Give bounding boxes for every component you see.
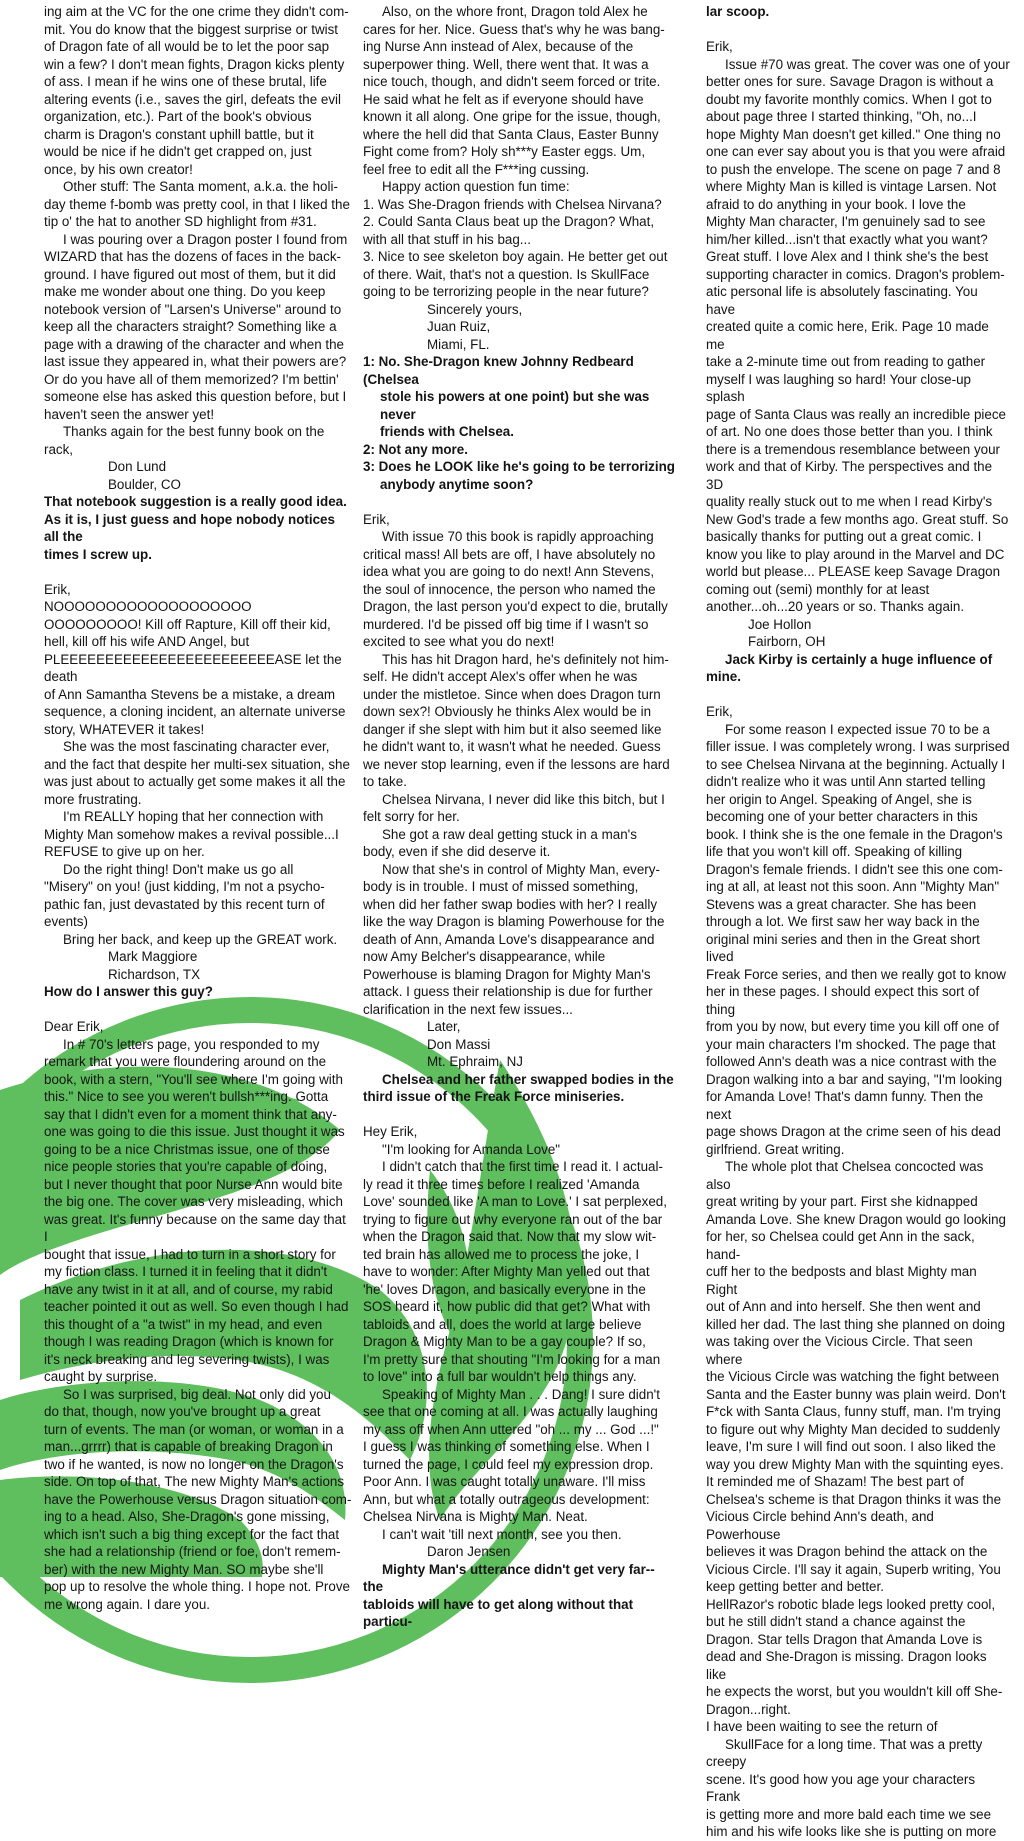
text-line: Stevens was a great character. She has been [706, 896, 977, 912]
text-line: NOOOOOOOOOOOOOOOOOOO [44, 599, 252, 614]
text-line: to take. [363, 774, 407, 789]
text-line: With issue 70 this book is rapidly approaching [382, 529, 654, 544]
text-line: nice touch, though, and didn't seem forced or trite. [363, 74, 661, 89]
text-line: page shows Dragon at the crime seen of his dead [706, 1124, 1001, 1139]
text-line: more frustrating. [44, 791, 142, 807]
text-line: she had a relationship (friend or foe, don't remem- [44, 1544, 341, 1559]
text-line: for her, so Chelsea could get Ann in the sack, hand- [706, 1229, 975, 1262]
question-item: 1. Was She-Dragon friends with Chelsea Nirvana? [363, 196, 662, 212]
text-line: book. I think she is the one female in the Dragon's [706, 826, 1003, 842]
signature-closing: Sincerely yours, [427, 301, 523, 317]
text-line: SOS heard it, how public did that get? What with [363, 1299, 651, 1314]
text-line: I didn't catch that the first time I read it. I actual- [382, 1159, 663, 1174]
text-line: side. On top of that, The new Mighty Man's actions [44, 1474, 345, 1489]
text-line: PLEEEEEEEEEEEEEEEEEEEEEEEEASE let the death [44, 651, 342, 684]
text-line: body, even if she did deserve it. [363, 844, 551, 859]
text-line: would be nice if he didn't get crapped on, just [44, 144, 312, 159]
text-line: to push the envelope. The scene on page 7 and 8 [706, 161, 1001, 177]
text-line: of art. No one does those better than you. I think [706, 424, 993, 439]
text-line: the soul of innocence, the person who named the [363, 581, 656, 597]
text-line: attack. I guess their relationship is due for further [363, 984, 653, 999]
signature-location: Mt. Ephraim, NJ [427, 1054, 523, 1069]
text-line: of ass. I mean if he wins one of these brutal, life [44, 74, 327, 89]
text-line: felt sorry for her. [363, 809, 460, 824]
text-line: was just about to actually get some makes it all the [44, 774, 346, 789]
text-line: world but please... PLEASE keep Savage Dragon [706, 564, 1001, 579]
editor-reply: 2: Not any more. [363, 441, 468, 457]
text-line: but I never thought that poor Nurse Ann would bite [44, 1176, 343, 1192]
text-line: original mini series and then in the Great short lived [706, 931, 980, 964]
text-line: haven't seen the answer yet! [44, 406, 215, 422]
text-line: girlfriend. Great writing. [706, 1141, 845, 1157]
letters-column-1 [44, 3, 353, 1612]
text-line: followed Ann's death was a nice contrast with the [706, 1054, 997, 1069]
text-line: know you like to play around in the Marvel and DC [706, 546, 1005, 562]
text-line: once, by his own creator! [44, 161, 193, 177]
text-line: which isn't such a big thing except for the fact that [44, 1526, 340, 1542]
text-line: Powerhouse is blaming Dragon for Mighty Man's [363, 966, 651, 982]
text-line: In # 70's letters page, you responded to my [63, 1036, 320, 1052]
text-line: SkullFace for a long time. That was a pretty creepy [706, 1736, 983, 1769]
text-line: Mighty Man somehow makes a revival possible...I [44, 826, 339, 842]
text-line: one was going to die this issue. Just thought it was [44, 1124, 345, 1139]
text-line: supporting character in comics. Dragon's problem- [706, 266, 1005, 282]
text-line: make me wonder about one thing. Do you keep [44, 284, 326, 299]
question-item: going to be terrorizing people in the near future? [363, 284, 649, 299]
text-line: murdered. I'd be pissed off big time if I wasn't so [363, 616, 649, 632]
text-line: your main characters I'm shocked. The page that [706, 1036, 996, 1052]
text-line: Do the right thing! Don't make us go all [63, 861, 294, 877]
signature-location: Richardson, TX [108, 966, 201, 982]
text-line: teacher pointed it out as well. So even though I had [44, 1299, 349, 1314]
text-line: created quite a comic here, Erik. Page 10 made me [706, 319, 989, 352]
text-line: Dragon walking into a bar and saying, "I'm looking [706, 1071, 1003, 1087]
signature-name: Joe Hollon [748, 616, 812, 632]
text-line: ground. I have figured out most of them, but it did [44, 266, 336, 282]
text-line: her in these pages. I should expect this sort of thing [706, 984, 980, 1017]
text-line: her origin to Angel. Speaking of Angel, she is [706, 791, 972, 807]
text-line: notebook version of "Larsen's Universe" around to [44, 301, 342, 317]
text-line: charm is Dragon's constant uphill battle, but it [44, 126, 314, 142]
text-line: excited to see what you do next! [363, 634, 555, 649]
text-line: sequence, a cloning incident, an alternate universe [44, 704, 346, 719]
text-line: this." Nice to see you weren't bullsh***ing. Gotta [44, 1089, 329, 1104]
text-line: leave, I'm sure I will find out soon. I also liked the [706, 1439, 996, 1454]
text-line: He said what he felt as if everyone should have [363, 91, 644, 107]
text-line: when did her father swap bodies with her? I really [363, 896, 658, 912]
signature-name: Daron Jensen [427, 1544, 511, 1559]
text-line: to love" into a full bar wouldn't help things any. [363, 1369, 637, 1384]
text-line: nice people stories that you're capable of doing, [44, 1159, 328, 1174]
editor-reply: That notebook suggestion is a really good idea. [44, 494, 347, 509]
text-line: page with a drawing of the character and when the [44, 336, 344, 352]
text-line: Great stuff. I love Alex and I think she's the best [706, 249, 989, 264]
text-line: For some reason I expected issue 70 to be a [725, 721, 990, 737]
text-line: self. He didn't accept Alex's offer when he was [363, 669, 638, 684]
text-line: tip o' the hat to another SD highlight from #31. [44, 214, 317, 229]
text-line: was taking over the Vicious Circle. That seen where [706, 1334, 973, 1367]
text-line: HellRazor's robotic blade legs looked pretty cool, [706, 1596, 996, 1612]
text-line: down sex?! Obviously he thinks Alex would be in [363, 704, 652, 719]
text-line: keep getting better and better. [706, 1579, 884, 1594]
text-line: better ones for sure. Savage Dragon is without a [706, 74, 994, 89]
text-line: Love' sounded like 'A man to Love.' I sat perplexed, [363, 1194, 667, 1209]
text-line: but he still didn't stand a chance against the [706, 1614, 966, 1629]
text-line: say that I didn't even for a moment think that any- [44, 1106, 337, 1122]
text-line: hell, kill off his wife AND Angel, but [44, 634, 250, 649]
text-line: "I'm looking for Amanda Love" [382, 1141, 561, 1157]
text-line: have to wonder: After Mighty Man yelled out that [363, 1264, 650, 1279]
text-line: my ass off when Ann uttered "oh ... my ... God ...!" [363, 1421, 659, 1437]
signature-location: Boulder, CO [108, 476, 181, 492]
text-line: WIZARD that has the dozens of faces in the back- [44, 249, 341, 264]
text-line: coming out (semi) monthly for at least [706, 581, 930, 597]
text-line: Fight come from? Holy sh***y Easter eggs. Um, [363, 144, 646, 159]
text-line: altering events (i.e., saves the girl, defeats the evil [44, 91, 341, 107]
text-line: turn of events. The man (or woman, or woman in a [44, 1421, 344, 1437]
text-line: is getting more and more bald each time we see [706, 1806, 992, 1822]
text-line: Dragon. Star tells Dragon that Amanda Love is [706, 1631, 983, 1647]
text-line: see that one coming at all. I was actually laughing [363, 1404, 658, 1419]
text-line: I can't wait 'till next month, see you then. [382, 1526, 622, 1542]
text-line: great writing by your part. First she kidnapped [706, 1194, 978, 1209]
text-line: was great. It's funny because on the same day that I [44, 1211, 346, 1244]
text-line: when the Dragon said that. Now that my slow wit- [363, 1229, 657, 1244]
text-line: to see Chelsea Nirvana at the beginning. Actually I [706, 756, 1006, 772]
text-line: tabloids and all, does the world at large believe [363, 1316, 642, 1332]
text-line: quality really stuck out to me when I read Kirby's [706, 494, 993, 509]
text-line: me wrong again. I dare you. [44, 1596, 210, 1612]
text-line: have any twist in it at all, and of course, my rabid [44, 1281, 333, 1297]
text-line: This has hit Dragon hard, he's definitely not him- [382, 651, 669, 667]
text-line: critical mass! All bets are off, I have absolutely no [363, 546, 656, 562]
text-line: pop up to resolve the whole thing. I hope not. Prove [44, 1579, 350, 1594]
text-line: Or do you have all of them memorized? I'm bettin' [44, 371, 339, 387]
text-line: the Vicious Circle was watching the fight between [706, 1369, 1000, 1384]
text-line: Dragon...right. [706, 1701, 791, 1717]
text-line: idea what you are going to do next! Ann Stevens, [363, 564, 655, 579]
signature-name: Don Massi [427, 1036, 491, 1052]
text-line: ing at all, at least not this soon. Ann "Mighty Man" [706, 879, 1000, 894]
text-line: F*ck with Santa Claus, funny stuff, man. I'm trying [706, 1404, 1001, 1419]
text-line: Dragon & Mighty Man to be a gay couple? If so, [363, 1334, 646, 1349]
editor-reply: lar scoop. [706, 4, 770, 19]
text-line: Amanda Love. She knew Dragon would go looking [706, 1211, 1006, 1227]
text-line: It reminded me of Shazam! The best part of [706, 1474, 965, 1489]
signature-name: Juan Ruiz, [427, 319, 491, 334]
text-line: win a few? I don't mean fights, Dragon kicks plenty [44, 56, 345, 72]
letters-column-2 [363, 3, 675, 1629]
signature-location: Miami, FL. [427, 336, 490, 352]
text-line: mit. You do know that the biggest surprise or twist [44, 21, 339, 37]
text-line: OOOOOOOOO! Kill off Rapture, Kill off their kid, [44, 616, 331, 632]
text-line: filler issue. I was completely wrong. I was surprised [706, 739, 1010, 754]
text-line: trying to figure out why everyone ran out of the bar [363, 1211, 663, 1227]
text-line: Ann, but what a totally outrageous development: [363, 1491, 650, 1507]
question-item: of there. Wait, that's not a question. Is SkullFace [363, 266, 650, 282]
text-line: life that you won't kill off. Speaking of killing [706, 844, 963, 859]
text-line: Poor Ann. I was caught totally unaware. I'll miss [363, 1474, 646, 1489]
text-line: atic personal life is absolutely fascinating. You have [706, 284, 978, 317]
text-line: dead and She-Dragon is missing. Dragon looks like [706, 1649, 987, 1682]
text-line: Also, on the whore front, Dragon told Alex he [382, 4, 648, 19]
text-line: scene. It's good how you age your characters Frank [706, 1771, 976, 1804]
text-line: ber) with the new Mighty Man. SO maybe she'll [44, 1561, 324, 1577]
text-line: Chelsea's scheme is that Dragon thinks it was the [706, 1491, 1002, 1507]
text-line: clarification in the next few issues... [363, 1001, 573, 1017]
text-line: body is in trouble. I must of missed something, [363, 879, 639, 894]
text-line: keep all the characters straight? Something like a [44, 319, 337, 334]
text-line: him and his wife looks like she is putting on more [706, 1824, 997, 1839]
text-line: where the hell did that Santa Claus, Easter Bunny [363, 126, 659, 142]
text-line: pathic fan, just devastated by this recent turn of [44, 896, 325, 912]
text-line: way you drew Mighty Man with the squinting eyes. [706, 1456, 1004, 1472]
signature-name: Mark Maggiore [108, 949, 198, 964]
text-line: bought that issue, I had to turn in a short story for [44, 1246, 336, 1262]
editor-reply: third issue of the Freak Force miniseries. [363, 1089, 625, 1104]
text-line: events) [44, 914, 88, 929]
letter-salutation: Erik, [44, 581, 71, 597]
text-line: afraid to do anything in your book. I love the [706, 196, 966, 212]
text-line: book, with a stern, "You'll see where I'm going with [44, 1071, 343, 1087]
letter-salutation: Hey Erik, [363, 1124, 418, 1139]
text-line: Speaking of Mighty Man . . . Dang! I sure didn't [382, 1386, 660, 1402]
letter-salutation: Erik, [706, 39, 733, 54]
text-line: him/her killed...isn't that exactly what you want? [706, 231, 988, 247]
text-line: ing to a head. Also, She-Dragon's gone missing, [44, 1509, 330, 1524]
question-item: 3. Nice to see skeleton boy again. He better get out [363, 249, 668, 264]
text-line: someone else has asked this question before, but I [44, 389, 347, 404]
text-line: the big one. The cover was very misleading, which [44, 1194, 343, 1209]
text-line: So I was surprised, big deal. Not only did you [63, 1386, 331, 1402]
text-line: I'm pretty sure that shouting "I'm looking for a man [363, 1351, 661, 1367]
text-line: Happy action question fun time: [382, 179, 570, 194]
text-line: now Amy Belcher's disappearance, while [363, 949, 606, 964]
text-line: myself I was laughing so hard! Your close-up splash [706, 371, 971, 404]
text-line: She was the most fascinating character ever, [63, 739, 330, 754]
text-line: have the Powerhouse versus Dragon situation com- [44, 1491, 352, 1507]
text-line: Chelsea Nirvana is Mighty Man. Neat. [363, 1509, 588, 1524]
text-line: he expects the worst, but you wouldn't kill off She- [706, 1684, 1003, 1699]
text-line: I guess I was thinking of something else. When I [363, 1439, 650, 1454]
text-line: ly read it three times before I realized 'Amanda [363, 1176, 640, 1192]
text-line: "Misery" on you! (just kidding, I'm not a psycho- [44, 879, 325, 894]
text-line: REFUSE to give up on her. [44, 844, 205, 859]
text-line: day theme f-bomb was pretty cool, in that I liked the [44, 196, 350, 212]
text-line: believes it was Dragon behind the attack on the [706, 1544, 988, 1559]
text-line: two if he wanted, is now no longer on the Dragon's [44, 1456, 344, 1472]
editor-reply: 3: Does he LOOK like he's going to be terrorizing [363, 459, 675, 474]
text-line: out of Ann and into herself. She then went and [706, 1299, 981, 1314]
text-line: Now that she's in control of Mighty Man, every- [382, 861, 660, 877]
text-line: from you by now, but every time you kill off one of [706, 1019, 1000, 1034]
text-line: Bring her back, and keep up the GREAT work. [63, 931, 338, 947]
letters-column-3 [706, 3, 1010, 1839]
text-line: rack, [44, 441, 74, 457]
text-line: The whole plot that Chelsea concocted was also [706, 1159, 984, 1192]
text-line: feel free to edit all the F***ing cussing. [363, 161, 590, 177]
editor-reply: times I screw up. [44, 546, 152, 562]
text-line: though I was reading Dragon (which is known for [44, 1334, 334, 1349]
text-line: basically thanks for putting out a great comic. I [706, 529, 982, 544]
text-line: do that, though, now you've brought up a great [44, 1404, 321, 1419]
text-line: New God's trade a few months ago. Great stuff. So [706, 511, 1009, 527]
text-line: of Dragon fate of all would be to let the poor sap [44, 39, 330, 54]
text-line: turned the page, I could feel my expression drop. [363, 1456, 654, 1472]
text-line: Dragon, the last person you'd expect to die, brutally [363, 599, 668, 614]
text-line: killed her dad. The last thing she planned on doing [706, 1316, 1006, 1332]
text-line: for Amanda Love! That's damn funny. Then the next [706, 1089, 984, 1122]
text-line: about page three I started thinking, "Oh, no...I [706, 109, 977, 124]
text-line: doubt my favorite monthly comics. When I got to [706, 91, 992, 107]
text-line: and the fact that despite her multi-sex situation, she [44, 756, 350, 772]
text-line: story, WHATEVER it takes! [44, 721, 205, 737]
text-line: Freak Force series, and then we really got to know [706, 966, 1006, 982]
editor-reply: friends with Chelsea. [380, 424, 514, 439]
letter-salutation: Dear Erik, [44, 1019, 104, 1034]
text-line: Santa and the Easter bunny was plain weird. Don't [706, 1386, 1006, 1402]
text-line: Mighty Man character, I'm genuinely sad to see [706, 214, 986, 229]
text-line: Issue #70 was great. The cover was one of your [725, 56, 1010, 72]
text-line: ted brain has allowed me to process the joke, I [363, 1246, 640, 1262]
editor-reply: Mighty Man's utterance didn't get very far-- the [363, 1561, 655, 1594]
text-line: under the mistletoe. Since when does Dragon turn [363, 686, 661, 702]
text-line: he didn't want to, it wasn't what he needed. Guess [363, 739, 661, 754]
editor-reply: stole his powers at one point) but she was never [380, 389, 650, 422]
letter-salutation: Erik, [706, 704, 733, 719]
editor-reply: Chelsea and her father swapped bodies in the [382, 1071, 674, 1087]
text-line: through a lot. We first saw her way back in the [706, 914, 980, 929]
text-line: to figure out why Mighty Man decided to suddenly [706, 1421, 1001, 1437]
text-line: one can ever say about you is that you were afraid [706, 144, 1006, 159]
text-line: becoming one of your better characters in this [706, 809, 978, 824]
text-line: like the way Dragon is blaming Powerhouse for the [363, 914, 665, 929]
text-line: Other stuff: The Santa moment, a.k.a. the holi- [63, 179, 338, 194]
text-line: cuff her to the bedposts and blast Mighty man Right [706, 1264, 977, 1297]
text-line: superpower thing. Well, there went that. It was a [363, 56, 649, 72]
question-item: 2. Could Santa Claus beat up the Dragon? What, [363, 214, 655, 229]
editor-reply: tabloids will have to get along without that particu- [363, 1596, 634, 1629]
text-line: cares for her. Nice. Guess that's why he was bang- [363, 21, 665, 37]
editor-reply: How do I answer this guy? [44, 984, 213, 999]
text-line: 'he' loves Dragon, and basically everyone in the [363, 1281, 646, 1297]
text-line: Vicious Circle. I'll say it again, Superb writing, You [706, 1561, 1001, 1577]
text-line: this thought of a "a twist" in my head, and even [44, 1316, 323, 1332]
text-line: it's neck breaking and leg severing twists), I was [44, 1351, 330, 1367]
text-line: my fiction class. I turned it in feeling that it didn't [44, 1264, 328, 1279]
text-line: man...grrrr) that is capable of breaking Dragon in [44, 1439, 333, 1454]
editor-reply: 1: No. She-Dragon knew Johnny Redbeard (Chelsea [363, 354, 634, 387]
text-line: take a 2-minute time out from reading to gather [706, 354, 986, 369]
text-line: Vicious Circle behind Ann's death, and Powerhouse [706, 1509, 934, 1542]
text-line: where Mighty Man is killed is vintage Larsen. Not [706, 179, 997, 194]
text-line: ing aim at the VC for the one crime they didn't com- [44, 4, 349, 19]
text-line: going to be a nice Christmas issue, one of those [44, 1141, 330, 1157]
text-line: another...oh...20 years or so. Thanks again. [706, 599, 965, 614]
text-line: hope Mighty Man doesn't get killed." One thing no [706, 126, 1001, 142]
text-line: of Ann Samantha Stevens be a mistake, a dream [44, 686, 336, 702]
text-line: caught by surprise. [44, 1369, 158, 1384]
text-line: known it all along. One gripe for the issue, though, [363, 109, 661, 124]
editor-reply: Jack Kirby is certainly a huge influence of mine. [706, 651, 993, 684]
signature-closing: Later, [427, 1019, 461, 1034]
text-line: page of Santa Claus was really an incredible piece [706, 406, 1006, 422]
text-line: I'm REALLY hoping that her connection with [63, 809, 324, 824]
text-line: last issue they appeared in, what their powers are? [44, 354, 347, 369]
text-line: Chelsea Nirvana, I never did like this bitch, but I [382, 791, 665, 807]
text-line: Dragon's female friends. I didn't see this one com- [706, 861, 1003, 877]
editor-reply: anybody anytime soon? [380, 476, 534, 492]
text-line: Thanks again for the best funny book on the [63, 424, 325, 439]
text-line: danger if she slept with him but it also seemed like [363, 721, 662, 737]
text-line: we never stop learning, even if the lessons are hard [363, 756, 670, 772]
text-line: didn't realize who it was until Ann started telling [706, 774, 986, 789]
question-item: with all that stuff in his bag... [363, 231, 531, 247]
signature-location: Fairborn, OH [748, 634, 826, 649]
text-line: ing Nurse Ann instead of Alex, because of the [363, 39, 634, 54]
text-line: I was pouring over a Dragon poster I found from [63, 231, 348, 247]
text-line: there is a tremendous resemblance between your [706, 441, 1001, 457]
text-line: remark that you were floundering around on the [44, 1054, 327, 1069]
editor-reply: As it is, I just guess and hope nobody notices all the [44, 511, 335, 544]
letter-salutation: Erik, [363, 511, 390, 527]
text-line: death of Ann, Amanda Love's disappearance and [363, 931, 655, 947]
text-line: She got a raw deal getting stuck in a man's [382, 826, 637, 842]
text-line: organization, etc.). Part of the book's obvious [44, 109, 312, 124]
text-line: I have been waiting to see the return of [706, 1719, 938, 1734]
signature-name: Don Lund [108, 459, 167, 474]
text-line: work and that of Kirby. The perspectives and the 3D [706, 459, 993, 492]
